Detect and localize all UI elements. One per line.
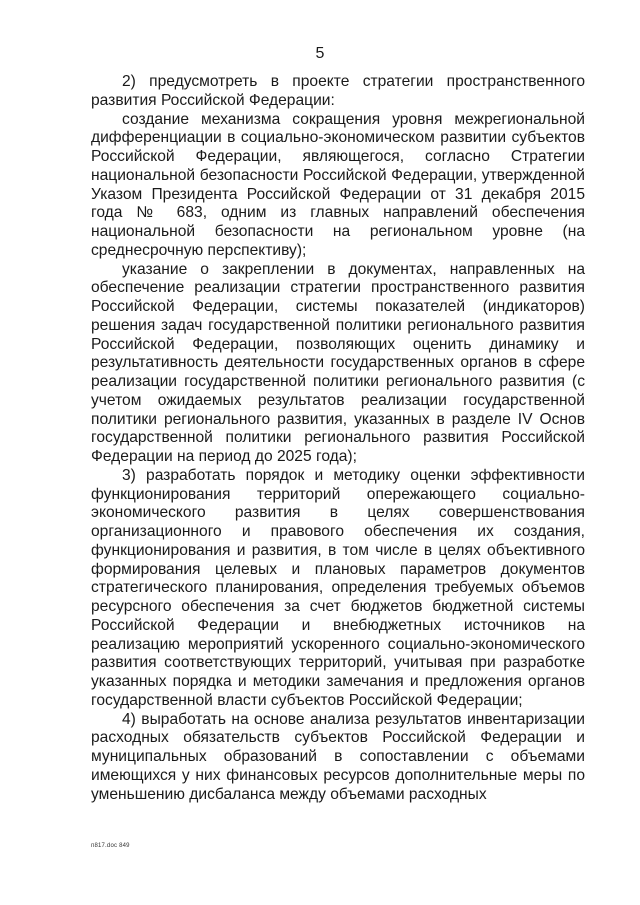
paragraph-item-3: 3) разработать порядок и методику оценки эффективности функционирования территорий опережающего социально-экономического развития в целях совершенствования организационного и правового обеспечения их создания, функционирования и развития, в том числе в целях объективного формирования целевых и плановых параметров документов стратегического планирования, определения требуемых объемов ресурсного обеспечения за счет бюджетов бюджетной системы Российской Федерации и внебюджетных источников на реализацию мероприятий ускоренного социально-экономического развития соответствующих территорий, учитывая при разработке указанных порядка и методики замечания и предложения органов государственной власти субъектов Российской Федерации; [91, 466, 585, 709]
paragraph-mechanism: создание механизма сокращения уровня межрегиональной дифференциации в социально-экономическом развитии субъектов Российской Федерации, являющегося, согласно Стратегии национальной безопасности Российской Федерации, утвержденной Указом Президента Российской Федерации от 31 декабря 2015 года № 683, одним из главных направлений обеспечения национальной безопасности на региональном уровне (на среднесрочную перспективу); [91, 110, 585, 259]
paragraph-item-4: 4) выработать на основе анализа результатов инвентаризации расходных обязательств субъектов Российской Федерации и муниципальных образований в сопоставлении с объемами имеющихся у них финансовых ресурсов дополнительные меры по уменьшению дисбаланса между объемами расходных [91, 710, 585, 803]
paragraph-item-2: 2) предусмотреть в проекте стратегии пространственного развития Российской Федерации: [91, 73, 585, 109]
document-body [91, 73, 585, 804]
footer-file-reference: п817.doc 849 [91, 843, 130, 849]
page-number: 5 [315, 45, 325, 62]
paragraph-indicators: указание о закреплении в документах, направленных на обеспечение реализации стратегии пространственного развития Российской Федерации, системы показателей (индикаторов) решения задач государственной политики регионального развития Российской Федерации, позволяющих оценить динамику и результативность деятельности государственных органов в сфере реализации государственной политики регионального развития (с учетом ожидаемых результатов реализации государственной политики регионального развития, указанных в разделе IV Основ государственной политики регионального развития Российской Федерации на период до 2025 года); [91, 260, 585, 465]
